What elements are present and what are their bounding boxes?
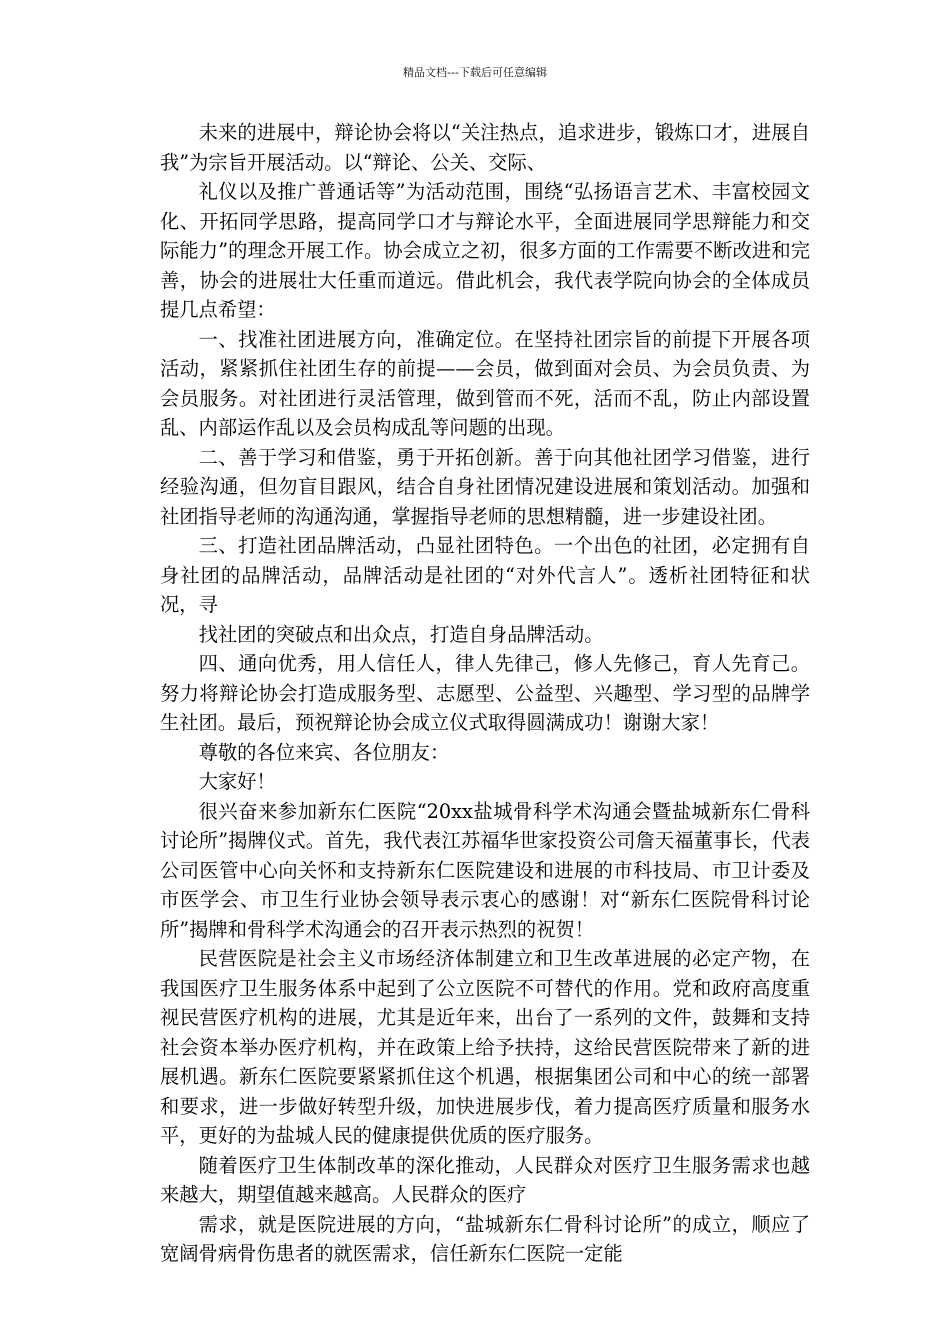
paragraph-hope-one: 一、找准社团进展方向，准确定位。在坚持社团宗旨的前提下开展各项活动，紧紧抓住社团生存的前提——会员，做到面对会员、为会员负责、为会员服务。对社团进行灵活管理，做到管而不死，活而不乱，防止内部设置乱、内部运作乱以及会员构成乱等问题的出现。 xyxy=(160,327,810,439)
paragraph-salutation: 尊敬的各位来宾、各位朋友： xyxy=(198,740,450,764)
paragraph-private-hospital: 民营医院是社会主义市场经济体制建立和卫生改革进展的必定产物，在我国医疗卫生服务体系中起到了公立医院不可替代的作用。党和政府高度重视民营医疗机构的进展，尤其是近年来，出台了一系列的文件，鼓舞和支持社会资本举办医疗机构，并在政策上给予扶持，这给民营医院带来了新的进展机遇。新东仁医院要紧紧抓住这个机遇，根据集团公司和中心的统一部署和要求，进一步做好转型升级，加快进展步伐，着力提高医疗质量和服务水平，更好的为盐城人民的健康提供优质的医疗服务。 xyxy=(160,947,810,1147)
paragraph-debate-scope: 礼仪以及推广普通话等”为活动范围，围绕“弘扬语言艺术、丰富校园文化、开拓同学思路，提高同学口才与辩论水平，全面进展同学思辩能力和交际能力”的理念开展工作。协会成立之初，很多方面的工作需要不断改进和完善，协会的进展壮大任重而道远。借此机会，我代表学院向协会的全体成员提几点希望： xyxy=(160,180,810,321)
document-body xyxy=(160,118,810,1269)
paragraph-ceremony-thanks: 很兴奋来参加新东仁医院“20xx盐城骨科学术沟通会暨盐城新东仁骨科讨论所”揭牌仪式。首先，我代表江苏福华世家投资公司詹天福董事长，代表公司医管中心向关怀和支持新东仁医院建设和进展的市科技局、市卫计委及市医学会、市卫生行业协会领导表示衷心的感谢！对“新东仁医院骨科讨论所”揭牌和骨科学术沟通会的召开表示热烈的祝贺！ xyxy=(160,799,810,941)
paragraph-healthcare-reform: 随着医疗卫生体制改革的深化推动，人民群众对医疗卫生服务需求也越来越大，期望值越来越高。人民群众的医疗 xyxy=(160,1153,810,1206)
paragraph-debate-intro: 未来的进展中，辩论协会将以“关注热点，追求进步，锻炼口才，进展自我”为宗旨开展活动。以“辩论、公关、交际、 xyxy=(160,121,810,174)
paragraph-institute-founding: 需求，就是医院进展的方向，“盐城新东仁骨科讨论所”的成立，顺应了宽阔骨病骨伤患者的就医需求，信任新东仁医院一定能 xyxy=(160,1212,810,1265)
paragraph-hope-two: 二、善于学习和借鉴，勇于开拓创新。善于向其他社团学习借鉴，进行经验沟通，但勿盲目跟风，结合自身社团情况建设进展和策划活动。加强和社团指导老师的沟通沟通，掌握指导老师的思想精髓，进一步建设社团。 xyxy=(160,445,810,528)
paragraph-hope-four: 四、通向优秀，用人信任人，律人先律己，修人先修己，育人先育己。努力将辩论协会打造成服务型、志愿型、公益型、兴趣型、学习型的品牌学生社团。最后，预祝辩论协会成立仪式取得圆满成功！谢谢大家！ xyxy=(160,652,810,734)
paragraph-hope-three-continued: 找社团的突破点和出众点，打造自身品牌活动。 xyxy=(198,622,604,646)
paragraph-hope-three: 三、打造社团品牌活动，凸显社团特色。一个出色的社团，必定拥有自身社团的品牌活动，品牌活动是社团的“对外代言人”。透析社团特征和状况，寻 xyxy=(160,534,810,616)
paragraph-greeting: 大家好！ xyxy=(198,770,276,793)
page-header: 精品文档---下载后可任意编辑 xyxy=(403,66,547,79)
